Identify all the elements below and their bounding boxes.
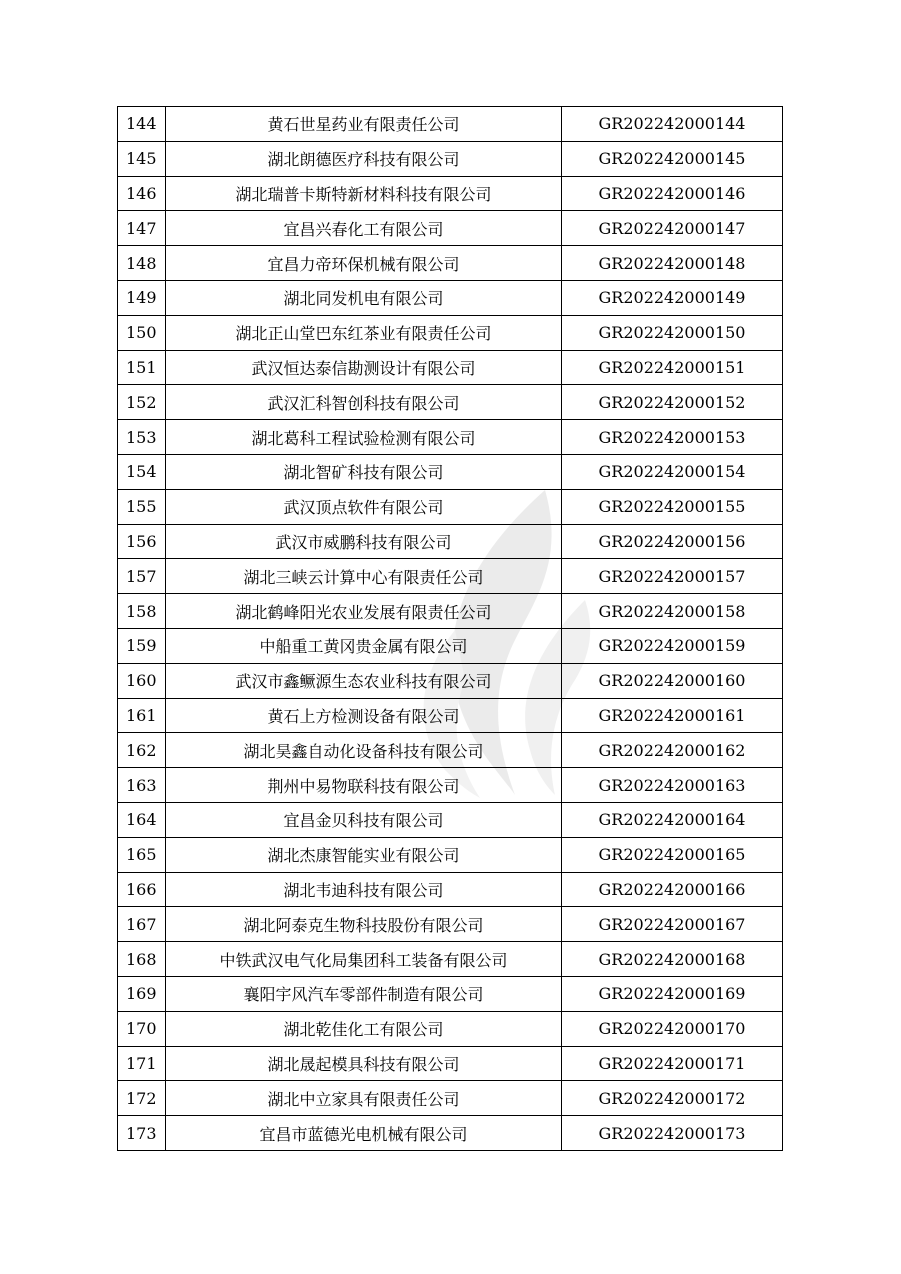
row-number: 172	[118, 1081, 166, 1116]
table-row	[118, 698, 783, 733]
certificate-number: GR202242000155	[562, 489, 783, 524]
row-number: 171	[118, 1046, 166, 1081]
table-row	[118, 489, 783, 524]
table-row	[118, 141, 783, 176]
company-name: 湖北晟起模具科技有限公司	[166, 1046, 562, 1081]
row-number: 145	[118, 141, 166, 176]
company-name: 湖北瑞普卡斯特新材料科技有限公司	[166, 176, 562, 211]
certificate-number: GR202242000167	[562, 907, 783, 942]
company-name: 武汉市鑫鳜源生态农业科技有限公司	[166, 663, 562, 698]
row-number: 168	[118, 942, 166, 977]
table-row	[118, 454, 783, 489]
certificate-number: GR202242000150	[562, 315, 783, 350]
company-name: 荆州中易物联科技有限公司	[166, 768, 562, 803]
table-row	[118, 350, 783, 385]
table-row	[118, 663, 783, 698]
certificate-number: GR202242000144	[562, 107, 783, 142]
row-number: 148	[118, 246, 166, 281]
row-number: 166	[118, 872, 166, 907]
table-row	[118, 246, 783, 281]
certificate-number: GR202242000145	[562, 141, 783, 176]
certificate-number: GR202242000160	[562, 663, 783, 698]
table-row	[118, 976, 783, 1011]
company-name: 湖北正山堂巴东红茶业有限责任公司	[166, 315, 562, 350]
certificate-number: GR202242000163	[562, 768, 783, 803]
company-name: 襄阳宇风汽车零部件制造有限公司	[166, 976, 562, 1011]
certificate-number: GR202242000152	[562, 385, 783, 420]
company-name: 黄石上方检测设备有限公司	[166, 698, 562, 733]
company-name: 湖北昊鑫自动化设备科技有限公司	[166, 733, 562, 768]
company-name: 宜昌兴春化工有限公司	[166, 211, 562, 246]
company-name: 武汉汇科智创科技有限公司	[166, 385, 562, 420]
certificate-number: GR202242000156	[562, 524, 783, 559]
company-name: 武汉恒达泰信勘测设计有限公司	[166, 350, 562, 385]
certificate-number: GR202242000157	[562, 559, 783, 594]
row-number: 149	[118, 280, 166, 315]
table-row	[118, 837, 783, 872]
certificate-number: GR202242000148	[562, 246, 783, 281]
certificate-number: GR202242000159	[562, 628, 783, 663]
company-name: 湖北智矿科技有限公司	[166, 454, 562, 489]
certificate-number: GR202242000162	[562, 733, 783, 768]
certificate-number: GR202242000171	[562, 1046, 783, 1081]
row-number: 153	[118, 420, 166, 455]
company-name: 湖北杰康智能实业有限公司	[166, 837, 562, 872]
table-row	[118, 628, 783, 663]
table-row	[118, 315, 783, 350]
certificate-number: GR202242000151	[562, 350, 783, 385]
company-name: 湖北乾佳化工有限公司	[166, 1011, 562, 1046]
row-number: 154	[118, 454, 166, 489]
row-number: 169	[118, 976, 166, 1011]
company-name: 宜昌市蓝德光电机械有限公司	[166, 1116, 562, 1151]
table-row	[118, 524, 783, 559]
row-number: 151	[118, 350, 166, 385]
row-number: 170	[118, 1011, 166, 1046]
certificate-number: GR202242000146	[562, 176, 783, 211]
certificate-number: GR202242000166	[562, 872, 783, 907]
table-row	[118, 1116, 783, 1151]
table-row	[118, 872, 783, 907]
table-row	[118, 385, 783, 420]
certificate-number: GR202242000153	[562, 420, 783, 455]
table-row	[118, 1046, 783, 1081]
table-row	[118, 107, 783, 142]
row-number: 159	[118, 628, 166, 663]
certificate-number: GR202242000158	[562, 594, 783, 629]
table-row	[118, 280, 783, 315]
row-number: 152	[118, 385, 166, 420]
table-row	[118, 1011, 783, 1046]
certificate-number: GR202242000168	[562, 942, 783, 977]
company-name: 湖北鹤峰阳光农业发展有限责任公司	[166, 594, 562, 629]
table-row	[118, 594, 783, 629]
table-row	[118, 733, 783, 768]
row-number: 164	[118, 802, 166, 837]
row-number: 144	[118, 107, 166, 142]
row-number: 161	[118, 698, 166, 733]
table-row	[118, 211, 783, 246]
table-row	[118, 1081, 783, 1116]
table-row	[118, 802, 783, 837]
table-row	[118, 907, 783, 942]
company-table	[117, 106, 783, 1151]
company-name: 武汉顶点软件有限公司	[166, 489, 562, 524]
company-name: 宜昌力帝环保机械有限公司	[166, 246, 562, 281]
row-number: 165	[118, 837, 166, 872]
row-number: 173	[118, 1116, 166, 1151]
company-name: 黄石世星药业有限责任公司	[166, 107, 562, 142]
company-name: 湖北韦迪科技有限公司	[166, 872, 562, 907]
certificate-number: GR202242000165	[562, 837, 783, 872]
certificate-number: GR202242000172	[562, 1081, 783, 1116]
company-name: 湖北中立家具有限责任公司	[166, 1081, 562, 1116]
row-number: 156	[118, 524, 166, 559]
company-name: 湖北三峡云计算中心有限责任公司	[166, 559, 562, 594]
table-row	[118, 768, 783, 803]
company-name: 武汉市威鹏科技有限公司	[166, 524, 562, 559]
company-name: 中铁武汉电气化局集团科工装备有限公司	[166, 942, 562, 977]
certificate-number: GR202242000149	[562, 280, 783, 315]
company-name: 湖北同发机电有限公司	[166, 280, 562, 315]
certificate-number: GR202242000173	[562, 1116, 783, 1151]
certificate-number: GR202242000164	[562, 802, 783, 837]
row-number: 150	[118, 315, 166, 350]
company-name: 宜昌金贝科技有限公司	[166, 802, 562, 837]
company-name: 湖北阿泰克生物科技股份有限公司	[166, 907, 562, 942]
row-number: 158	[118, 594, 166, 629]
certificate-number: GR202242000161	[562, 698, 783, 733]
table-row	[118, 176, 783, 211]
row-number: 155	[118, 489, 166, 524]
row-number: 160	[118, 663, 166, 698]
certificate-number: GR202242000154	[562, 454, 783, 489]
row-number: 167	[118, 907, 166, 942]
table-row	[118, 942, 783, 977]
table-row	[118, 559, 783, 594]
row-number: 163	[118, 768, 166, 803]
certificate-number: GR202242000170	[562, 1011, 783, 1046]
row-number: 146	[118, 176, 166, 211]
company-name: 湖北朗德医疗科技有限公司	[166, 141, 562, 176]
company-name: 中船重工黄冈贵金属有限公司	[166, 628, 562, 663]
certificate-number: GR202242000169	[562, 976, 783, 1011]
row-number: 147	[118, 211, 166, 246]
row-number: 162	[118, 733, 166, 768]
company-name: 湖北葛科工程试验检测有限公司	[166, 420, 562, 455]
table-row	[118, 420, 783, 455]
certificate-number: GR202242000147	[562, 211, 783, 246]
row-number: 157	[118, 559, 166, 594]
